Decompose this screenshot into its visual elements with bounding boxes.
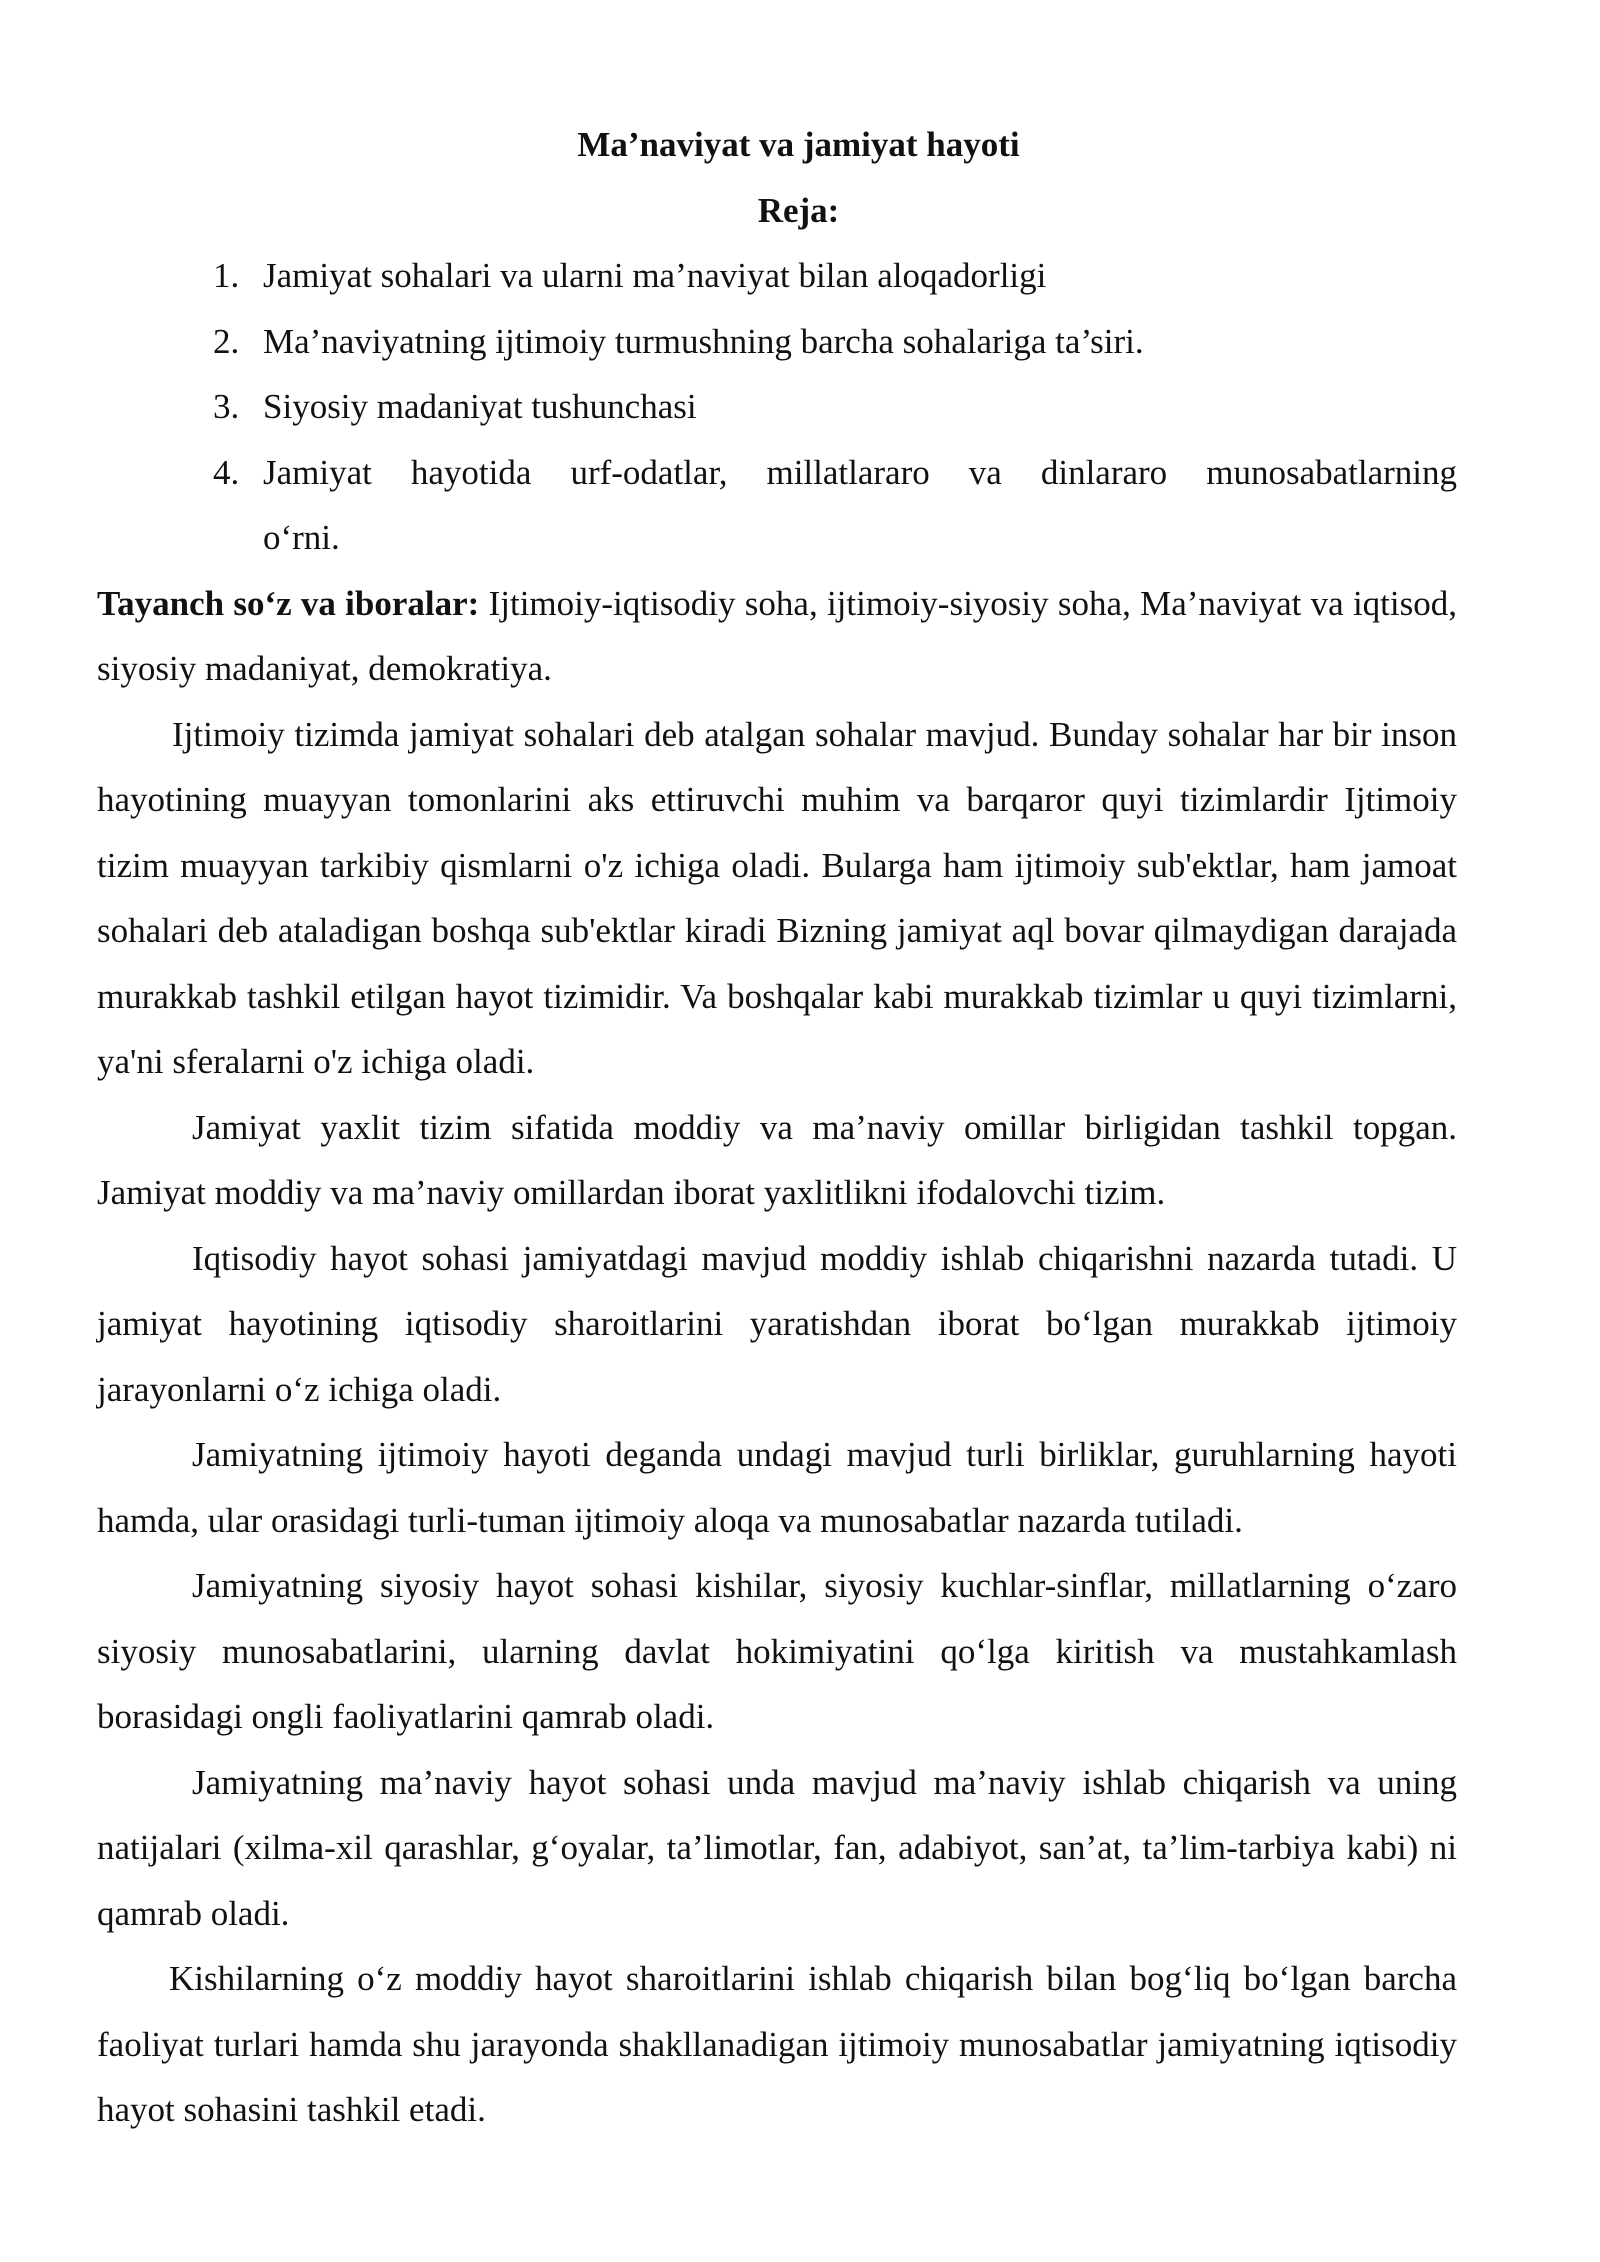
- body-paragraph: Ijtimoiy tizimda jamiyat sohalari deb atalgan sohalar mavjud. Bunday sohalar har bir inson hayotining muayyan tomonlarini aks ettiruvchi muhim va barqaror quyi tizimlardir Ijtimoiy tizim muayyan tarkibiy qismlarni o'z ichiga oladi. Bularga ham ijtimoiy sub'ektlar, ham jamoat sohalari deb ataladigan boshqa sub'ektlar kiradi Bizning jamiyat aql bovar qilmaydigan darajada murakkab tashkil etilgan hayot tizimidir. Va boshqalar kabi murakkab tizimlar u quyi tizimlarni, ya'ni sferalarni o'z ichiga oladi.: [97, 714, 1457, 1081]
- body-paragraph: Jamiyat yaxlit tizim sifatida moddiy va ma’naviy omillar birligidan tashkil topgan. Jamiyat moddiy va ma’naviy omillardan iborat yaxlitlikni ifodalovchi tizim.: [97, 1107, 1457, 1212]
- plan-item-number: 3.: [213, 387, 240, 426]
- plan-item-text-line1: Jamiyat hayotida urf-odatlar, millatlararo va dinlararo munosabatlarning: [263, 452, 1457, 492]
- plan-item-number: 2.: [213, 321, 240, 361]
- body-paragraph: Kishilarning o‘z moddiy hayot sharoitlarini ishlab chiqarish bilan bog‘liq bo‘lgan barcha faoliyat turlari hamda shu jarayonda shakllanadigan ijtimoiy munosabatlar jamiyatning iqtisodiy hayot sohasini tashkil etadi.: [97, 1959, 1457, 2129]
- plan-item: [97, 374, 1457, 440]
- plan-item-number: 1.: [213, 256, 240, 295]
- body-paragraph: Jamiyatning ma’naviy hayot sohasi unda mavjud ma’naviy ishlab chiqarish va uning natijalari (xilma-xil qarashlar, g‘oyalar, ta’limotlar, fan, adabiyot, san’at, ta’lim-tarbiya kabi) ni qamrab oladi.: [97, 1762, 1457, 1933]
- keywords-paragraph: [97, 571, 1457, 702]
- plan-item: [97, 440, 1457, 571]
- plan-item-text: Ma’naviyatning ijtimoiy turmushning barcha sohalariga ta’siri.: [263, 321, 1144, 361]
- keywords-text: Ijtimoiy-iqtisodiy soha, ijtimoiy-siyosiy soha, Ma’naviyat va iqtisod, siyosiy madaniyat, demokratiya.: [97, 583, 1457, 688]
- plan-item: [97, 309, 1457, 375]
- page-title: Ma’naviyat va jamiyat hayoti: [577, 125, 1020, 164]
- plan-item-text-line2: o‘rni.: [263, 518, 340, 557]
- plan-list: [97, 243, 1457, 571]
- plan-item-number: 4.: [213, 452, 240, 492]
- plan-item: [97, 243, 1457, 309]
- body-paragraph: Jamiyatning ijtimoiy hayoti deganda undagi mavjud turli birliklar, guruhlarning hayoti hamda, ular orasidagi turli-tuman ijtimoiy aloqa va munosabatlar nazarda tutiladi.: [97, 1435, 1457, 1540]
- body-paragraph: Jamiyatning siyosiy hayot sohasi kishilar, siyosiy kuchlar-sinflar, millatlarning o‘zaro siyosiy munosabatlarini, ularning davlat hokimiyatini qo‘lga kiritish va mustahkamlash borasidagi ongli faoliyatlarini qamrab oladi.: [97, 1566, 1457, 1736]
- body-paragraph: Iqtisodiy hayot sohasi jamiyatdagi mavjud moddiy ishlab chiqarishni nazarda tutadi. U jamiyat hayotining iqtisodiy sharoitlarini yaratishdan iborat bo‘lgan murakkab ijtimoiy jarayonlarni o‘z ichiga oladi.: [97, 1238, 1457, 1409]
- keywords-label: Tayanch so‘z va iboralar:: [97, 583, 480, 623]
- plan-heading: Reja:: [757, 190, 840, 230]
- plan-item-text: Siyosiy madaniyat tushunchasi: [263, 387, 697, 426]
- plan-item-text: Jamiyat sohalari va ularni ma’naviyat bilan aloqadorligi: [263, 256, 1047, 295]
